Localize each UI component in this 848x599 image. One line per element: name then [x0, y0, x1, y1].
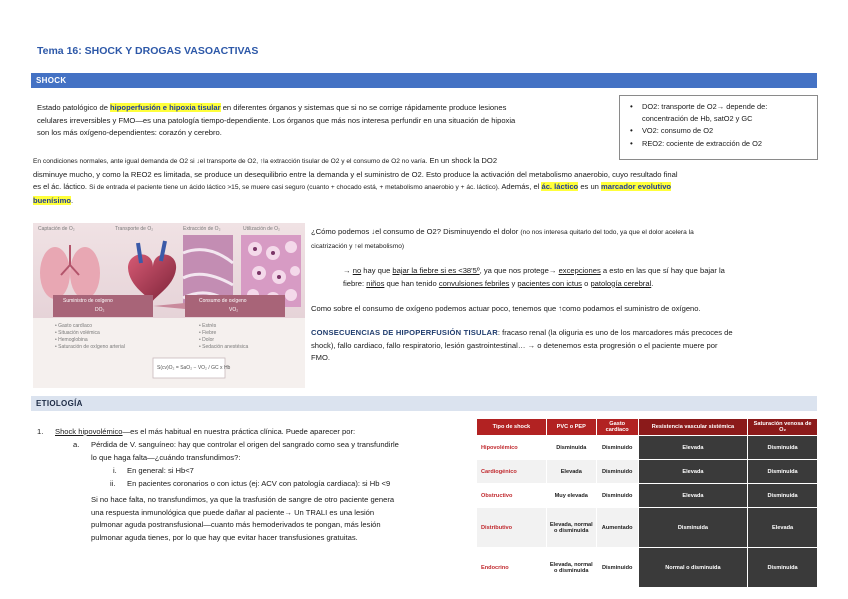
- supply-factors-list: • Gasto cardíaco • Situación volémica • Hemoglobina • Saturación de oxígeno arterial: [55, 323, 125, 350]
- list-letter-a: a.: [73, 440, 80, 449]
- cell-saturacion: Disminuida: [748, 436, 818, 460]
- consequences-line-2: shock), fallo cardiaco, fallo respiratorio, lesión gastrointestinal… → o detenemos esta progresión o el paciente muere por: [311, 340, 718, 350]
- fever-text-b: hay que: [361, 266, 393, 275]
- fever-arrow: →: [343, 266, 353, 275]
- header-resistencia: Resistencia vascular sistémica: [638, 419, 748, 436]
- table-header-row: [477, 419, 818, 436]
- fever-line2-c: y: [509, 278, 518, 288]
- box-item-reo2: • REO2: cociente de extracción de O2: [630, 138, 811, 150]
- cell-saturacion: Disminuida: [748, 460, 818, 484]
- note-line-3: pulmonar aguda postransfusional—cuanto más hemoderivados te pongan, más lesión: [91, 520, 381, 530]
- consumption-factors-list: • Estrés • Fiebre • Dolor • Sedación anestésica: [199, 323, 249, 350]
- svo2-formula: S(cv)O₂ = SaO₂ − VO₂ / GC x Hb: [157, 365, 231, 371]
- caption-transporte: Transporte de O₂: [115, 226, 154, 232]
- cell-saturacion: Disminuida: [748, 484, 818, 508]
- fever-text-c: , ya que nos protege→: [479, 266, 559, 275]
- fever-exceptions: excepciones: [558, 266, 601, 275]
- fever-threshold: bajar la fiebre si es <38'5º: [392, 266, 480, 275]
- table-row: [477, 508, 818, 548]
- intro-text-a: Estado patológico de: [37, 103, 111, 112]
- question-note-a: (no nos interesa quitarlo del todo, ya que el dolor acelera la: [520, 229, 694, 236]
- cell-resistencia: Normal o disminuida: [638, 548, 748, 588]
- header-pvc: PVC o PEP: [546, 419, 596, 436]
- para2-line-1b: En un shock la DO2: [427, 156, 498, 165]
- list-number-1: 1.: [37, 427, 44, 436]
- caption-extraccion: Extracción de O₂: [183, 226, 221, 232]
- cell-resistencia: Elevada: [638, 460, 748, 484]
- consumption-sub: VO₂: [229, 307, 239, 313]
- cell-saturacion: Disminuida: [748, 548, 818, 588]
- supply-paragraph: Como sobre el consumo de oxígeno podemos actuar poco, tenemos que ↑como podamos el suministro de oxígeno.: [311, 304, 701, 313]
- highlight-buenisimo: buenísimo: [33, 195, 71, 205]
- caption-utilizacion: Utilización de O₂: [243, 226, 280, 232]
- cell-saturacion: Elevada: [748, 508, 818, 548]
- table-row: [477, 548, 818, 588]
- intro-paragraph: [37, 102, 615, 140]
- definitions-box: [619, 95, 818, 160]
- intro-line-3: son los más oxígeno-dependientes: corazón y cerebro.: [37, 128, 222, 138]
- oxygen-figure-drawing: [33, 223, 305, 388]
- fever-ictus: pacientes con ictus: [517, 278, 582, 288]
- question-text: ¿Cómo podemos ↓el consumo de O2? Disminuyendo el dolor: [311, 227, 521, 236]
- cell-gasto: Aumentado: [596, 508, 638, 548]
- list-roman-i: i.: [113, 466, 117, 475]
- caption-captacion: Captación de O₂: [38, 226, 75, 232]
- cell-type: Obstructivo: [477, 484, 547, 508]
- cell-pvc: Elevada, normal o disminuida: [546, 508, 596, 548]
- para2-line-3c: Además, el: [499, 182, 542, 192]
- perdida-line-2: lo que haga falta—¿cuándo transfundimos?:: [91, 452, 241, 462]
- fever-patologia-cerebral: patología cerebral: [590, 278, 652, 288]
- box-item-do2: • DO2: transporte de O2→ depende de: concentración de Hb, satO2 y GC: [630, 101, 811, 125]
- para2-line-2: disminuye mucho, y como la REO2 es limitada, se produce un desequilibrio entre la demanda y el suministro de O2. Esto produce la activación del metabolismo anaerobio, cuyo resultado final: [33, 169, 678, 179]
- consequences-paragraph: [311, 327, 819, 365]
- cell-resistencia: Elevada: [638, 436, 748, 460]
- header-tipo: Tipo de shock: [477, 419, 547, 436]
- consequences-line-3: FMO.: [311, 353, 330, 363]
- para2-line-4: .: [70, 195, 74, 205]
- header-saturacion: Saturación venosa de O₂: [748, 419, 818, 436]
- note-line-2: una respuesta inmunológica que puede dañar al paciente→ Un TRALI es una lesión: [91, 507, 375, 517]
- cell-type: Endocrino: [477, 548, 547, 588]
- fever-line2-a: fiebre:: [343, 278, 367, 288]
- table-row: [477, 436, 818, 460]
- fever-paragraph: [343, 265, 819, 290]
- fever-line2-d: o: [581, 278, 591, 288]
- para2-line-1: En condiciones normales, ante igual demanda de O2 si ↓el transporte de O2, ↑la extracción tisular de O2 y el consumo de O2 no varía.: [33, 158, 428, 165]
- para2-line-3d: es un: [578, 182, 601, 192]
- hipovolemico-text: [55, 426, 475, 439]
- highlight-hipoperfusion: hipoperfusión e hipoxia tisular: [110, 103, 221, 112]
- oxygen-supply-figure: [33, 223, 305, 388]
- o2-balance-paragraph: [33, 155, 819, 207]
- cell-pvc: Elevada: [546, 460, 596, 484]
- transfusion-note: [91, 494, 469, 544]
- supply-sub: DO₂: [95, 307, 105, 313]
- cell-gasto: Disminuido: [596, 436, 638, 460]
- transfusion-coronarios: En pacientes coronarios o con ictus (ej: ACV con patología cardiaca): si Hb <9: [127, 479, 391, 488]
- table-row: [477, 460, 818, 484]
- fever-line2-e: .: [651, 278, 654, 288]
- list-item-hipovolemico: [37, 426, 43, 439]
- note-line-1: Si no hace falta, no transfundimos, ya que la trasfusión de sangre de otro paciente genera: [91, 495, 395, 504]
- fever-text-d: a esto en las que sí hay que bajar la: [600, 266, 725, 275]
- consumption-question: [311, 226, 819, 253]
- cell-type: Hipovolémico: [477, 436, 547, 460]
- perdida-line-1: Pérdida de V. sanguíneo: hay que controlar el origen del sangrado como sea y transfundirle: [91, 440, 399, 449]
- intro-text-b: en diferentes órganos y sistemas que si no se corrige rápidamente produce lesiones: [220, 103, 507, 112]
- cell-type: Distributivo: [477, 508, 547, 548]
- section-header-shock: SHOCK: [31, 73, 817, 88]
- cell-pvc: Muy elevada: [546, 484, 596, 508]
- shock-types-table: [476, 418, 818, 588]
- consequences-line-1: : fracaso renal (la oliguria es uno de los marcadores más precoces de: [497, 328, 733, 337]
- intro-line-2: celulares irreversibles y FMO—es una patología tiempo-dependiente. Los órganos que más nos interesa perfundir en una situación de hipoxia: [37, 115, 516, 125]
- perdida-sangre-text: [91, 439, 471, 464]
- cell-gasto: Disminuido: [596, 460, 638, 484]
- fever-ninos: niños: [366, 278, 385, 288]
- cell-gasto: Disminuido: [596, 548, 638, 588]
- cell-resistencia: Elevada: [638, 484, 748, 508]
- cell-gasto: Disminuido: [596, 484, 638, 508]
- supply-title: Suministro de oxígeno: [63, 298, 113, 304]
- highlight-acido-lactico: ác. láctico: [541, 182, 579, 192]
- para2-line-3b: Si de entrada el paciente tiene un ácido láctico >15, se muere casi seguro (cuanto + chocado está, + metabolismo anaerobio y + ác. láctico).: [89, 184, 500, 192]
- cell-pvc: Disminuida: [546, 436, 596, 460]
- consumption-title: Consumo de oxígeno: [199, 298, 247, 304]
- fever-no: no: [352, 266, 362, 275]
- header-gasto: Gasto cardíaco: [596, 419, 638, 436]
- highlight-marcador-evolutivo: marcador evolutivo: [601, 182, 672, 192]
- consequences-title: CONSECUENCIAS DE HIPOPERFUSIÓN TISULAR: [311, 328, 498, 337]
- section-header-etiologia: ETIOLOGÍA: [31, 396, 817, 411]
- cell-pvc: Elevada, normal o disminuida: [546, 548, 596, 588]
- cell-type: Cardiogénico: [477, 460, 547, 484]
- box-item-vo2: • VO2: consumo de O2: [630, 125, 811, 137]
- shock-hipovolemico-term: Shock hipovolémico: [55, 427, 123, 436]
- transfusion-general: En general: si Hb<7: [127, 466, 194, 475]
- cell-resistencia: Disminuida: [638, 508, 748, 548]
- question-note-b: cicatrización y ↑el metabolismo): [311, 242, 405, 250]
- page-title: Tema 16: SHOCK Y DROGAS VASOACTIVAS: [37, 45, 259, 57]
- note-line-4: pulmonar aguda tienes, por lo que hay que evitar hacer transfusiones gratuitas.: [91, 532, 358, 542]
- fever-convulsiones: convulsiones febriles: [438, 278, 510, 288]
- hipovolemico-description: —es el más habitual en nuestra práctica clínica. Puede aparecer por:: [122, 427, 356, 436]
- list-roman-ii: ii.: [110, 479, 116, 488]
- para2-line-3a: es el ác. láctico.: [33, 182, 90, 192]
- table-row: [477, 484, 818, 508]
- fever-line2-b: que han tenido: [384, 278, 439, 288]
